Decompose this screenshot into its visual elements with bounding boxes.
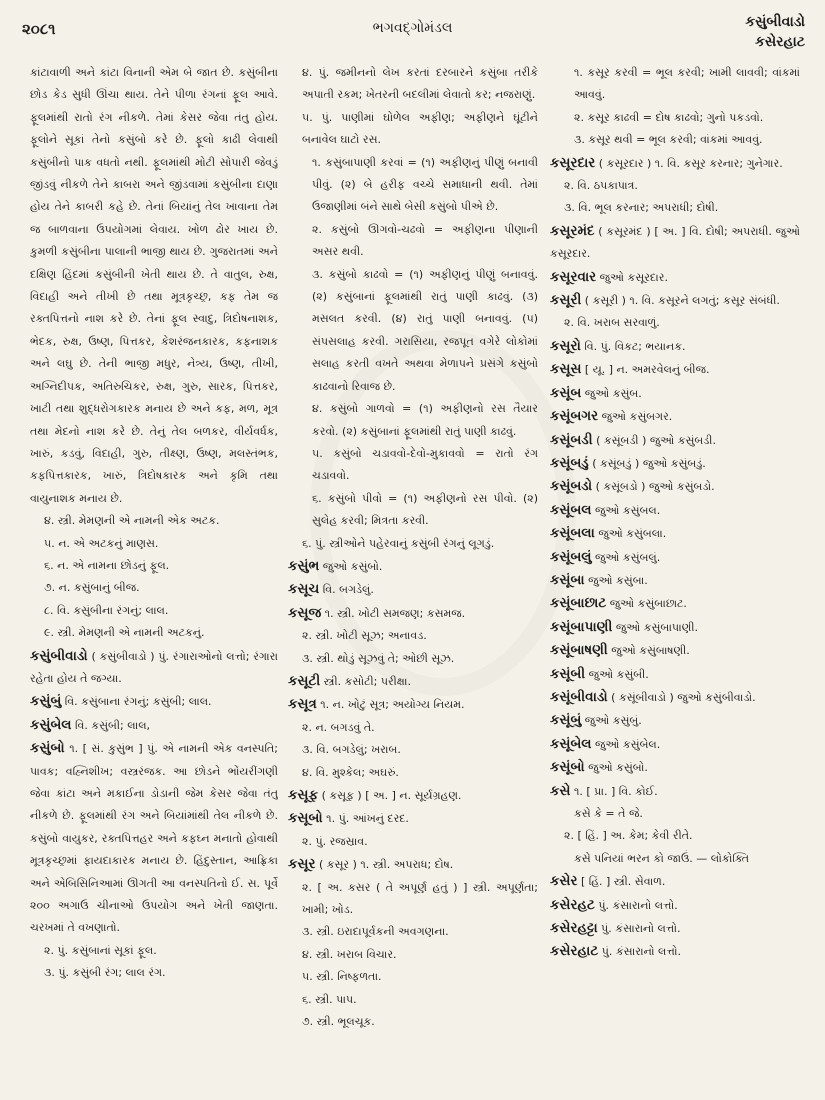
definition-text: ૭. સ્ત્રી. ભૂલચૂક. xyxy=(302,1015,375,1029)
headword: કસૂંબડું xyxy=(550,454,589,471)
entry-sense xyxy=(288,944,538,966)
definition-text: ૩. સ્ત્રી. ઇરાદાપૂર્વકની અવગણના. xyxy=(302,925,449,939)
entry-sense xyxy=(550,129,800,151)
headword: કસૂંબો xyxy=(550,759,585,776)
entry-sense xyxy=(288,648,538,670)
entry-sense xyxy=(288,443,538,488)
headword: કસૂંબલ xyxy=(550,501,592,518)
headword: કસૂંબાપાણી xyxy=(550,618,613,635)
entry-sense xyxy=(288,717,538,739)
definition-text: જુઓ કસુંબલા. xyxy=(594,527,667,541)
definition-text: જુઓ કસુંબગર. xyxy=(598,410,673,424)
definition-text: [ યૂ. ] ન. અમરવેલનું બીજ. xyxy=(581,363,710,377)
definition-text: ૫. કસુંબો ચડાવવો-દેવો-મુકાવવો = રાતો રંગ ચડાવવો. xyxy=(312,446,538,483)
headword: કસૂજ xyxy=(288,604,322,621)
dictionary-entry xyxy=(550,686,800,709)
entry-sense xyxy=(550,175,800,197)
dictionary-entry xyxy=(288,693,538,716)
headword: કસૂંબેલ xyxy=(550,735,592,752)
definition-text: ૨. કસૂર કાઢવી = દોષ કાઢવો; ગુનો પકડવો. xyxy=(574,110,764,124)
definition-text: ૧. કસુંબાપાણી કરવાં = (૧) અફીણનું પીણું બનાવી પીવું. (૨) બે હરીફ વચ્ચે સમાધાની થવી. તેમાં ઉજાણીમાં બંને સાથે બેસી કસુંબો પીએ છે. xyxy=(312,155,538,214)
dictionary-entry xyxy=(550,780,800,803)
entry-sense xyxy=(288,62,538,107)
definition-text: ( કસૂર ) ૧. સ્ત્રી. અપરાધ; દોષ. xyxy=(315,858,454,872)
entry-sense xyxy=(30,577,278,599)
dictionary-entry xyxy=(550,917,800,940)
entry-sense xyxy=(550,107,800,129)
definition-text: જુઓ કસુંબાપાણી. xyxy=(612,620,698,634)
headword: કસૂરો xyxy=(550,337,581,354)
definition-text: ૨. કસુંબો ઊગવો-ચઢવો = અફીણના પીણાની અસર થવી. xyxy=(312,222,538,259)
definition-text: ૧. ન. ખોટું સૂત્ર; અયોગ્ય નિયમ. xyxy=(316,698,465,712)
definition-text: ૫. સ્ત્રી. નિષ્ફળતા. xyxy=(302,970,382,984)
entry-sense xyxy=(288,989,538,1011)
dictionary-entry xyxy=(550,266,800,289)
headword: કસે xyxy=(550,782,571,799)
dictionary-entry xyxy=(288,853,538,876)
definition-text: ૨. [ હિં. ] અ. કેમ; કેવી રીતે. xyxy=(564,829,693,843)
dictionary-entry xyxy=(550,663,800,686)
definition-text: ૪. પું. જમીનનો લેખ કરતાં દરબારને કસુંબા તરીકે અપાતી રકમ; ખેતરની બદલીમાં લેવાતો કર; નજરાણું. xyxy=(302,66,538,102)
definition-text: ૨. સ્ત્રી. ખોટી સૂઝ; અનાવડ. xyxy=(302,629,427,643)
headword: કસૂંબગર xyxy=(550,408,599,425)
definition-text: પું. કંસારાનો લત્તો. xyxy=(594,898,678,912)
dictionary-entry xyxy=(288,578,538,601)
dictionary-entry xyxy=(30,690,278,713)
page-number: ૨૦૮૧ xyxy=(22,20,56,38)
headword: કસેરહટ xyxy=(550,896,595,913)
dictionary-entry xyxy=(288,602,538,625)
headword: કસૂરવાર xyxy=(550,268,597,285)
dictionary-entry xyxy=(550,335,800,358)
entry-sense xyxy=(288,398,538,443)
dictionary-entry xyxy=(550,592,800,615)
entry-sense xyxy=(288,488,538,533)
page-header xyxy=(0,0,825,58)
definition-text: સ્ત્રી. કસોટી; પરીક્ષા. xyxy=(320,674,411,688)
definition-text: ( કસુંબીવાડો ) પું. રંગારાઓનો લત્તો; રંગારા રહેતા હોય તે જગ્યા. xyxy=(30,649,278,685)
headword: કસૂટી xyxy=(288,672,321,689)
headword: કસૂંબું xyxy=(550,712,582,729)
headword: કસૂસ xyxy=(550,361,582,378)
headword: કસુંભ xyxy=(288,557,320,574)
dictionary-entry xyxy=(288,670,538,693)
dictionary-column-1 xyxy=(30,62,278,1092)
definition-text: વિ. કસુંબાના રંગનું; કસુંબી; લાલ. xyxy=(61,695,212,709)
definition-text: જુઓ કસૂરદાર. xyxy=(596,270,668,284)
headword: કસુંબું xyxy=(30,693,62,710)
entry-sense xyxy=(288,107,538,152)
headword: કસૂરદાર xyxy=(550,154,596,171)
definition-text: જુઓ કસુંબું. xyxy=(581,714,642,728)
dictionary-entry xyxy=(550,499,800,522)
headword: કસૂંબા xyxy=(550,571,585,588)
headword: કસૂર xyxy=(288,856,316,873)
dictionary-entry xyxy=(550,546,800,569)
definition-text: જુઓ કસુંબી. xyxy=(585,667,649,681)
headword: કસેર xyxy=(550,873,578,890)
headword: કસૂંબડી xyxy=(550,431,593,448)
definition-text: ( કસૂંબડી ) જુઓ કસુંબડી. xyxy=(592,433,716,447)
headword: કસૂંબડો xyxy=(550,478,593,495)
definition-text: ૧. સ્ત્રી. ખોટી સમજણ; કસમજ. xyxy=(321,606,466,620)
definition-text: ૧. કસૂર કરવી = ભૂલ કરવી; ખામી લાવવી; વાંકમાં આવવું. xyxy=(574,66,800,102)
definition-text: જુઓ કસુંબાછાટ. xyxy=(606,597,687,611)
entry-sense xyxy=(30,962,278,984)
dictionary-entry xyxy=(550,616,800,639)
headword: કસૂંબાછાટ xyxy=(550,595,607,612)
headword: કસૂરી xyxy=(550,292,582,309)
dictionary-entry xyxy=(550,289,800,312)
entry-sense xyxy=(288,739,538,761)
definition-text: ૪. સ્ત્રી. ખરાબ વિચાર. xyxy=(302,947,397,961)
entry-sense xyxy=(30,940,278,962)
entry-sense xyxy=(550,62,800,107)
definition-text: ૨. ન. બગડવું તે. xyxy=(302,720,375,734)
definition-text: ૬. પું. સ્ત્રીઓને પહેરવાનું કસુંબી રંગનું લૂગડું. xyxy=(302,536,495,550)
headword: કસુંબેલ xyxy=(30,716,72,733)
definition-text: વિ. પું. વિકટ; ભયાનક. xyxy=(580,339,686,353)
entry-sense xyxy=(30,62,278,510)
headword: કસૂંબલા xyxy=(550,525,595,542)
definition-text: જુઓ કસુંબો. xyxy=(584,761,648,775)
entry-sense xyxy=(288,533,538,555)
definition-text: ૬. ન. એ નામના છોડનું ફૂલ. xyxy=(44,558,170,572)
entry-sense xyxy=(288,921,538,943)
definition-text: ( કસૂંબીવાડો ) જુઓ કસુંબીવાડો. xyxy=(607,690,756,704)
headword: કસૂરમંદ xyxy=(550,222,595,239)
dictionary-entry xyxy=(30,645,278,691)
definition-text: વિ. કસુંબી; લાલ, xyxy=(71,718,151,732)
definition-text: ( કસૂરમંદ ) [ અ. ] વિ. દોષી; અપરાધી. જુઓ કસૂરદાર. xyxy=(550,224,800,261)
definition-text: ૨. વિ. ઠપકાપાત્ર. xyxy=(564,179,638,193)
definition-text: ( કસૂફ ) [ અ. ] ન. સૂર્યગ્રહણ. xyxy=(318,789,462,802)
dictionary-entry xyxy=(550,709,800,732)
entry-sense xyxy=(30,600,278,622)
entry-sense xyxy=(288,762,538,784)
dictionary-entry xyxy=(288,784,538,807)
definition-text: જુઓ કસુંબ. xyxy=(581,386,642,400)
definition-text: પું. કંસારાનો લત્તો. xyxy=(598,945,682,959)
headword: કસૂંબલું xyxy=(550,548,592,565)
definition-text: ૧. [ સં. કુસુંભ ] પું. એ નામની એક વનસ્પતિ; પાવક; વહ્નિશીખ; વસ્ત્રરંજક. આ છોડને ભોંયરીંગણી જેવા કાંટા અને મકાઈના ડોડાની જેમ કેસર જેવા તંતુ નીકળે છે. ફૂલમાંથી રંગ અને બિયાંમાંથી તેલ નીકળે છે. કસુંબો વાયુકર, રક્તપિત્તહર અને કફઘ્ન મનાતો હોવાથી મૂત્રકૃચ્છ્રમાં ફાયદાકારક મનાય છે. હિંદુસ્તાન, આફ્રિકા અને એબિસિનિઆમાં ઊગતી આ વનસ્પતિનો ઈ. સ. પૂર્વે ૨૦૦ અગાઉ ચીનાઓ ઉપયોગ અને ખેતી જાણતા. ચરખમાં તે વખણાતો. xyxy=(30,742,278,935)
definition-text: [ હિં. ] સ્ત્રી. સેવાળ. xyxy=(577,875,666,889)
headword: કસૂચ xyxy=(288,581,320,598)
definition-text: ૬. કસુંબો પીવો = (૧) અફીણનો રસ પીવો. (૨) સુલેહ કરવી; મિત્રતા કરવી. xyxy=(312,491,538,528)
dictionary-entry xyxy=(550,152,800,175)
dictionary-entry xyxy=(550,894,800,917)
entry-sense xyxy=(30,555,278,577)
dictionary-entry xyxy=(550,940,800,963)
definition-text: ૫. ન. એ અટકનું માણસ. xyxy=(44,536,159,550)
definition-text: પું. કંસારાનો લત્તો. xyxy=(597,922,681,936)
definition-text: જુઓ કસુંબલ. xyxy=(591,503,661,517)
dictionary-entry xyxy=(550,756,800,779)
running-title: ભગવદ્ગોમંડલ xyxy=(372,20,453,36)
dictionary-column-2 xyxy=(288,62,538,1092)
dictionary-entry xyxy=(550,870,800,893)
dictionary-entry xyxy=(30,714,278,737)
entry-sense xyxy=(30,510,278,532)
entry-sense xyxy=(30,622,278,644)
definition-text: ૯. સ્ત્રી. મેમણની એ નામની અટકનું. xyxy=(44,626,205,640)
definition-text: ૨. [ અ. કસર ( તે અપૂર્ણ હતું ) ] સ્ત્રી. અપૂર્ણતા; ખામી; ખોડ. xyxy=(302,880,538,917)
dictionary-entry xyxy=(550,522,800,545)
definition-text: ૫. પું. પાણીમાં ઘોળેલ અફીણ; અફીણને ઘૂંટીને બનાવેલ ઘાટો રસ. xyxy=(302,110,538,147)
definition-text: વિ. બગડેલું. xyxy=(319,583,374,597)
entry-sense xyxy=(550,803,800,825)
definition-text: ૧. [ પ્રા. ] વિ. કોઈ. xyxy=(570,784,658,798)
definition-text: ૨. પું. રજસ્રાવ. xyxy=(302,834,368,848)
definition-text: કસે પનિયાં ભરન કો જાઉં. — લોકોક્તિ xyxy=(574,851,750,865)
definition-text: કસે કે = તે જે. xyxy=(574,807,643,820)
dictionary-entry xyxy=(550,733,800,756)
headword: કસૂંબી xyxy=(550,665,586,682)
entry-sense xyxy=(288,264,538,398)
definition-text: જુઓ કસુંબાષણી. xyxy=(607,644,690,658)
definition-text: ૪. સ્ત્રી. મેમણની એ નામની એક અટક. xyxy=(44,514,220,528)
dictionary-entry xyxy=(550,429,800,452)
dictionary-entry xyxy=(550,569,800,592)
dictionary-entry xyxy=(30,737,278,940)
headword: કસુંબો xyxy=(30,740,65,757)
entry-sense xyxy=(288,625,538,647)
dictionary-entry xyxy=(550,475,800,498)
entry-sense xyxy=(550,848,800,870)
dictionary-entry xyxy=(550,220,800,266)
definition-text: ૪. કસુંબો ગાળવો = (૧) અફીણનો રસ તૈયાર કરવો. (૨) કસુંબાનાં ફૂલમાંથી રાતું પાણી કાઢવું. xyxy=(312,402,538,438)
definition-text: ૩. કસુંબો કાઢવો = (૧) અફીણનું પીણું બનાવવું. (૨) કસુંબાનાં ફૂલમાંથી રાતું પાણી કાઢવું. (૩) મસલત કરવી. (૪) રાતું પાણી બનાવવું. (૫) સંપસલાહ કરવી. ગરાસિયા, રજપૂત વગેરે લોકોમાં સલાહ કરતી વખતે અથવા મેળાપને પ્રસંગે કસુંબો કાઢવાનો રિવાજ છે. xyxy=(312,267,538,393)
headword: કસૂફ xyxy=(288,787,319,803)
dictionary-entry xyxy=(288,555,538,578)
dictionary-column-3 xyxy=(550,62,800,1092)
headword: કસેરહટ્ટા xyxy=(550,920,598,937)
entry-sense xyxy=(288,1011,538,1033)
dictionary-entry xyxy=(550,405,800,428)
definition-text: ૬. સ્ત્રી. પાપ. xyxy=(302,992,357,1006)
dictionary-entry xyxy=(550,452,800,475)
guide-word-first: કસુંબીવાડો xyxy=(745,14,805,30)
entry-sense xyxy=(288,877,538,922)
dictionary-entry xyxy=(288,807,538,830)
entry-sense xyxy=(288,831,538,853)
definition-text: ૩. વિ. બગડેલું; ખરાબ. xyxy=(302,743,401,757)
definition-text: ૪. વિ. મુશ્કેલ; અઘરું. xyxy=(302,765,399,779)
entry-sense xyxy=(288,966,538,988)
entry-sense xyxy=(550,312,800,334)
dictionary-entry xyxy=(550,358,800,381)
dictionary-entry xyxy=(550,639,800,662)
definition-text: ૭. ન. કસુંબાનું બીજ. xyxy=(44,581,140,595)
headword: કસૂંબાષણી xyxy=(550,642,608,659)
definition-text: જુઓ કસુંબો. xyxy=(319,559,383,573)
definition-text: ( કસૂંબડો ) જુઓ કસુંબડો. xyxy=(592,480,715,494)
headword: કસુંબીવાડો xyxy=(30,647,88,664)
entry-sense xyxy=(30,533,278,555)
definition-text: ૩. વિ. ભૂલ કરનાર; અપરાધી; દોષી. xyxy=(564,201,719,215)
definition-text: ૨. વિ. ખરાબ સરવાળું. xyxy=(564,316,660,330)
headword: કસેરહાટ xyxy=(550,943,599,960)
definition-text: જુઓ કસુંબા. xyxy=(584,573,648,587)
dictionary-entry xyxy=(550,382,800,405)
definition-text: ૮. વિ. કસુંબીના રંગનું; લાલ. xyxy=(44,603,169,617)
definition-text: કાંટાવાળી અને કાંટા વિનાની એમ બે જાત છે. કસુંબીના છોડ કેડ સુધી ઊંચા થાય. તેને પીળા રંગનાં ફૂલ આવે. ફૂલમાંથી રાતો રંગ નીકળે. તેમાં કેસર જેવા તંતુ હોય. ફૂલોને સૂકાં તેનો કસુંબો કરે છે. ફૂલો કાઢી લેવાથી કસુંબીનો પાક વધતો નથી. ફૂલમાંથી મોટી સોપારી જેવડું જીંડવું નીકળે તેને કાબરા અને જીંડવામાં કસુંબીના દાણા હોય તેને કાબરી કહે છે. તેનાં બિયાંનું તેલ ખાવાના તેમ જ બાળવાના ઉપયોગમાં લેવાય. ખોળ ઢોર ખાય છે. કુમળી કસુંબીના પાલાની ભાજી થાય છે. ગુજરાતમાં અને દક્ષિણ હિંદમાં કસુંબીની ખેતી થાય છે. તે વાતુલ, રુક્ષ, વિદાહી અને તીખી છે તથા મૂત્રકૃચ્છ્ર, કફ તેમ જ રક્તપિત્તનો નાશ કરે છે. તેનાં ફૂલ સ્વાદુ, ત્રિદોષનાશક, ભેદક, રુક્ષ, ઉષ્ણ, પિત્તકર, કેશરંજનકારક, કફનાશક અને લઘુ છે. તેની ભાજી મધુર, નેત્ર્ય, ઉષ્ણ, તીખી, અગ્નિદીપક, અતિરુચિકર, રુક્ષ, ગુરુ, સારક, પિત્તકર, ખાટી તથા શુદ્ધરોગકારક મનાય છે અને કફ, મળ, મૂત્ર તથા મેદનો નાશ કરે છે. તેનું તેલ બળકર, વીર્યવર્ધક, ખારું, કડવું, વિદાહી, ગુરુ, તીક્ષ્ણ, ઉષ્ણ, મલસ્તંભક, કફપિત્તકારક, ખારું, ત્રિદોષકારક અને કૃમિ તથા વાયુનાશક મનાય છે. xyxy=(30,66,278,505)
definition-text: ૩. સ્ત્રી. થોડું સૂઝવું તે; ઓછી સૂઝ. xyxy=(302,651,455,665)
entry-sense xyxy=(550,825,800,847)
entry-sense xyxy=(550,197,800,219)
definition-text: ( કસૂરી ) ૧. વિ. કસૂરને લગતું; કસૂર સંબંધી. xyxy=(581,294,780,308)
definition-text: જુઓ કસુંબલું. xyxy=(591,550,661,564)
entry-sense xyxy=(288,219,538,264)
headword: કસૂબો xyxy=(288,810,323,827)
guide-word-last: કસેરહાટ xyxy=(755,34,805,50)
definition-text: ( કસૂંબડું ) જુઓ કસુંબડું. xyxy=(588,456,706,470)
definition-text: ( કસૂરદાર ) ૧. વિ. કસૂર કરનાર; ગુનેગાર. xyxy=(595,156,783,170)
definition-text: ૧. પું. આંખનું દરદ. xyxy=(322,812,409,826)
headword: કસૂત્ર xyxy=(288,696,317,713)
entry-sense xyxy=(288,152,538,219)
definition-text: ૩. કસૂર થવી = ભૂલ કરવી; વાંકમાં આવવું. xyxy=(574,133,763,147)
definition-text: જુઓ કસુંબેલ. xyxy=(591,737,661,751)
headword: કસૂંબીવાડો xyxy=(550,688,608,705)
definition-text: ૨. પું. કસુંબાનાં સૂકાં ફૂલ. xyxy=(44,943,157,957)
definition-text: ૩. પું. કસુંબી રંગ; લાલ રંગ. xyxy=(44,966,166,980)
headword: કસૂંબ xyxy=(550,384,582,401)
